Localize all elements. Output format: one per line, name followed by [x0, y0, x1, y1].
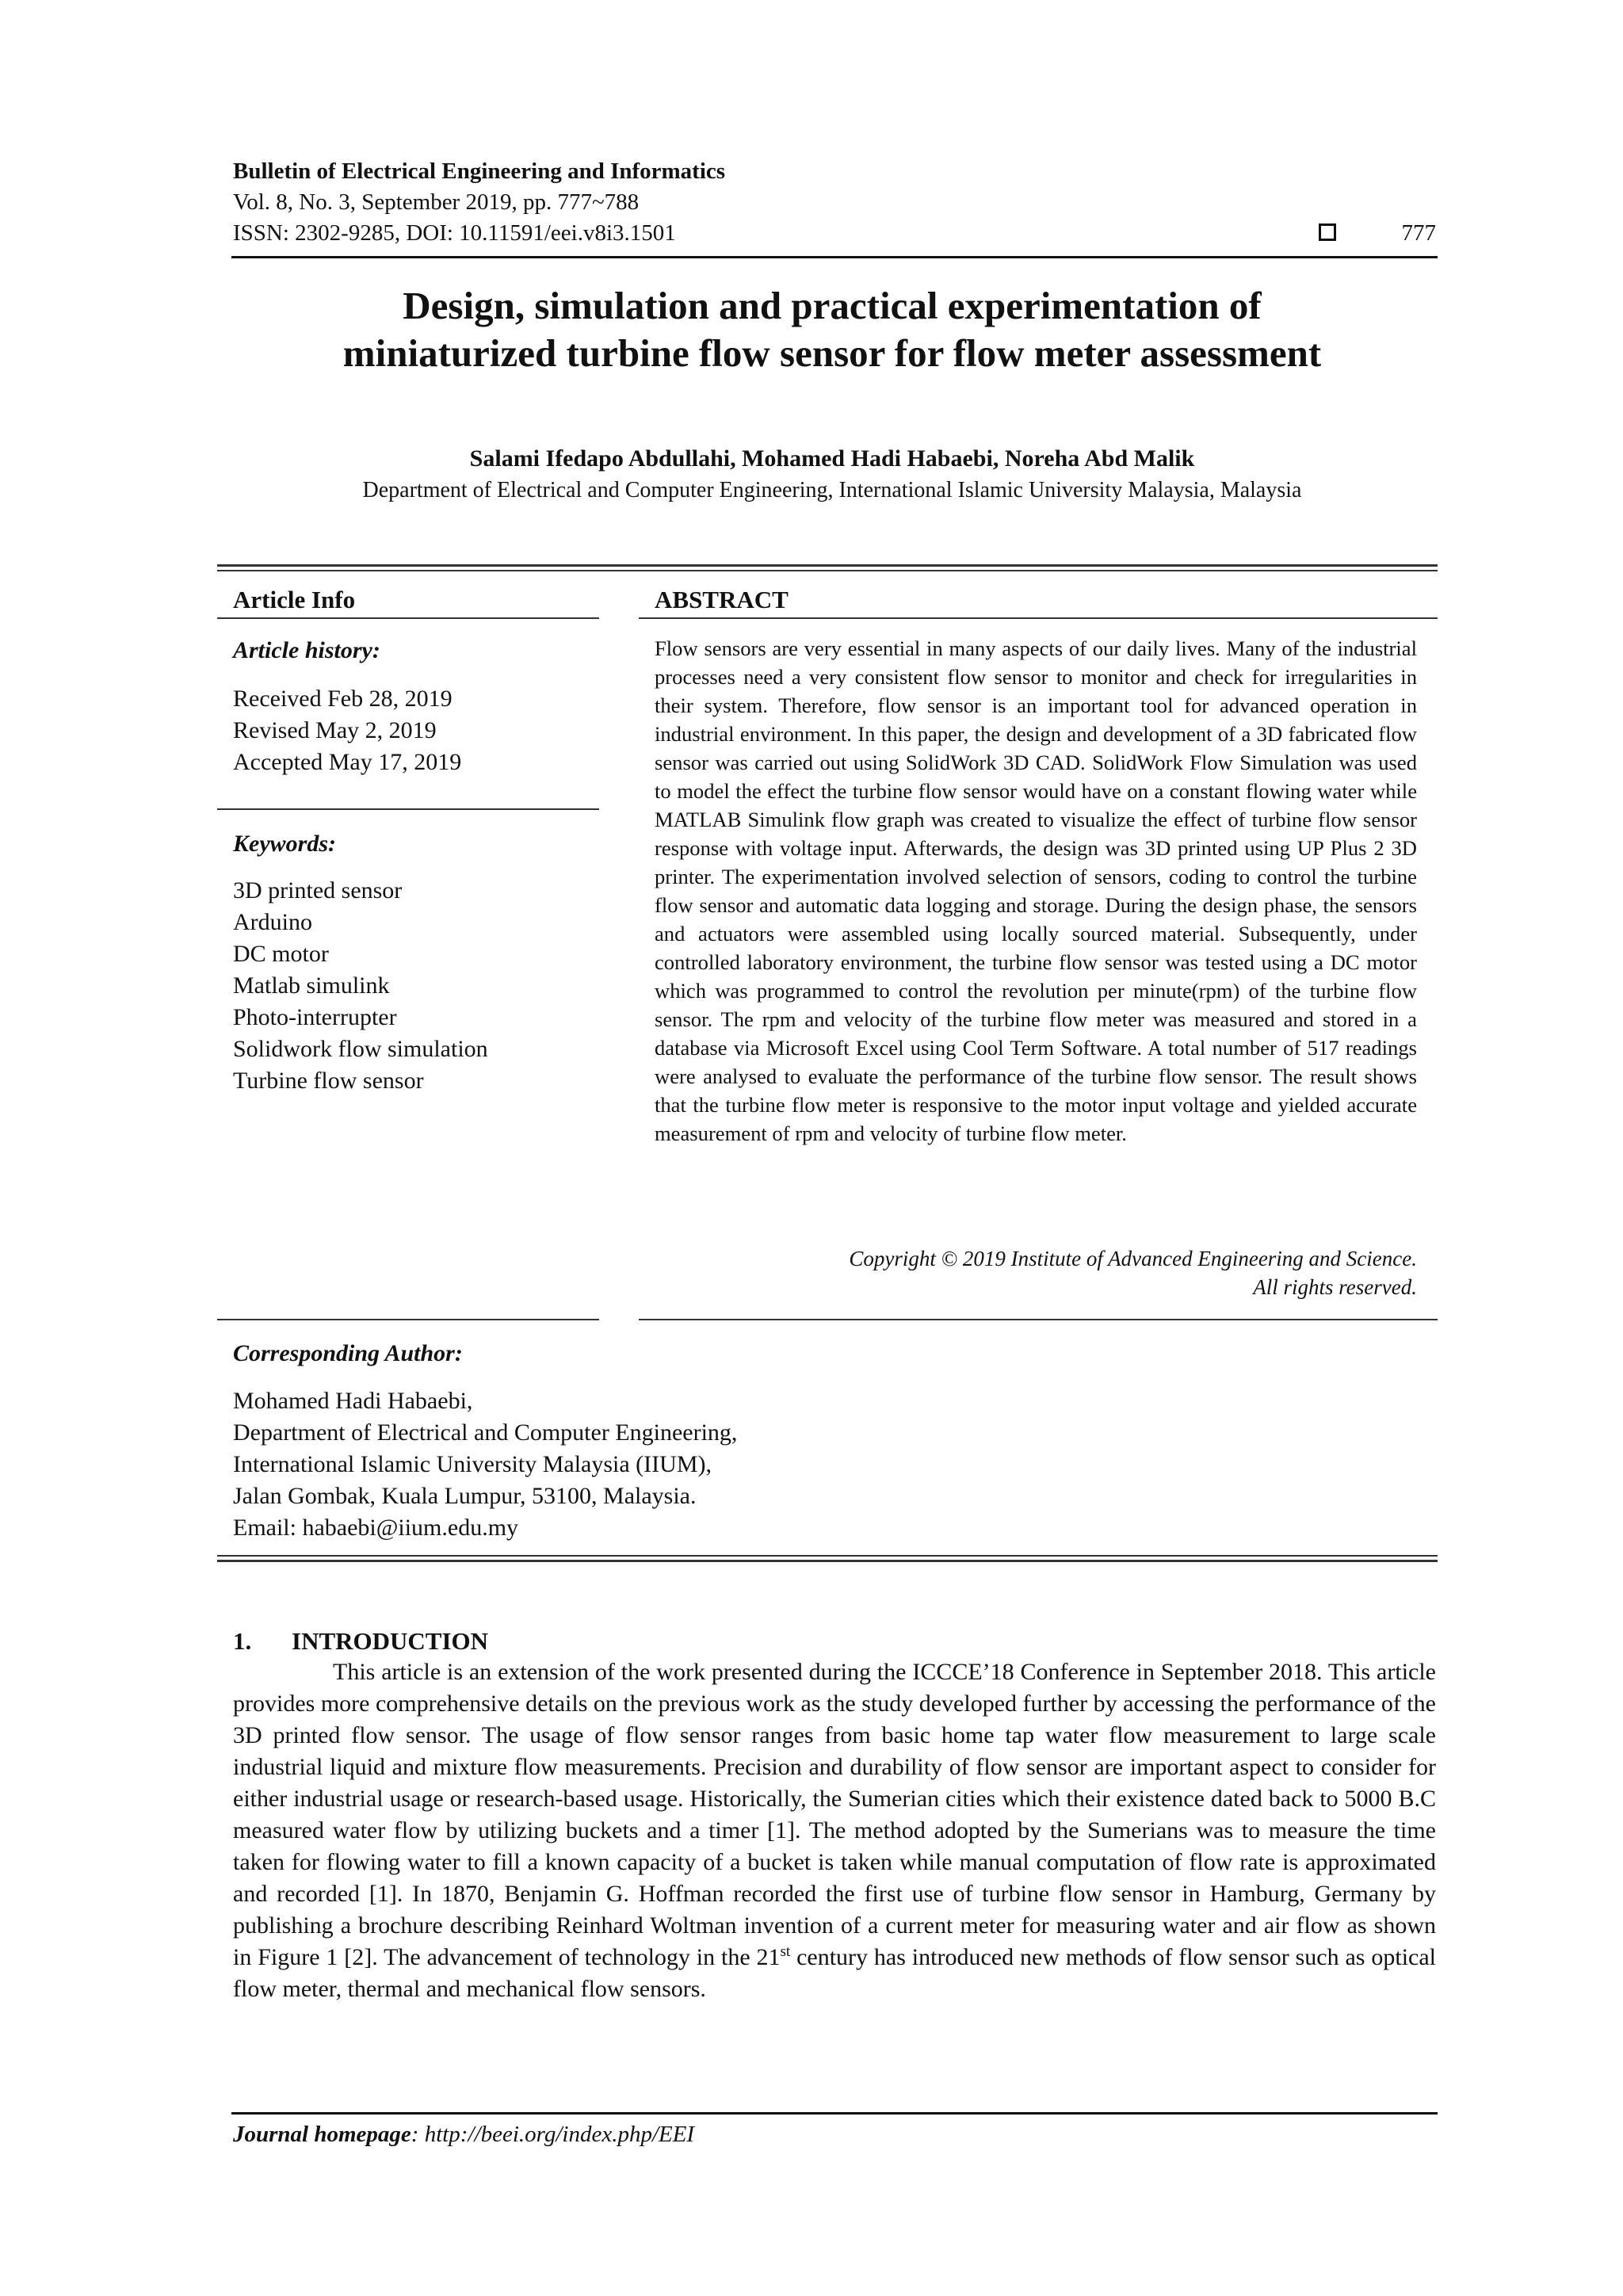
- title-line-2: miniaturized turbine flow sensor for flow meter assessment: [342, 331, 1322, 375]
- keyword-item: Turbine flow sensor: [233, 1068, 424, 1094]
- corresponding-heading: Corresponding Author:: [233, 1340, 463, 1366]
- intro-superscript: st: [780, 1943, 791, 1960]
- journal-name: Bulletin of Electrical Engineering and Informatics: [233, 159, 726, 184]
- homepage-url[interactable]: : http://beei.org/index.php/EEI: [411, 2122, 695, 2147]
- journal-homepage: [233, 2120, 694, 2149]
- header-rule: [231, 256, 1438, 258]
- abstract-bottom-rule: [639, 1319, 1438, 1320]
- corresponding-rule-thick: [217, 1560, 1438, 1562]
- abstract-heading: ABSTRACT: [655, 586, 789, 613]
- homepage-label: Journal homepage: [233, 2122, 411, 2147]
- history-heading: Article history:: [233, 637, 380, 663]
- keyword-item: Solidwork flow simulation: [233, 1036, 488, 1062]
- square-icon: [1319, 223, 1336, 241]
- article-info-rule: [217, 617, 599, 619]
- section-title: INTRODUCTION: [292, 1627, 489, 1655]
- paper-title: [158, 282, 1506, 377]
- corresponding-rule: [217, 1555, 1438, 1557]
- keyword-item: 3D printed sensor: [233, 877, 403, 904]
- history-accepted: Accepted May 17, 2019: [233, 749, 462, 775]
- keyword-item: Arduino: [233, 909, 312, 935]
- history-rule: [217, 808, 599, 810]
- page-number: 777: [1401, 220, 1436, 246]
- info-top-rule: [217, 564, 1438, 567]
- history-revised: Revised May 2, 2019: [233, 717, 437, 743]
- info-bottom-rule: [217, 1319, 599, 1320]
- affiliation: Department of Electrical and Computer Engineering, International Islamic University Malaysia, Malaysia: [362, 478, 1302, 502]
- copyright: [655, 1244, 1417, 1301]
- abstract-rule: [639, 617, 1438, 619]
- copyright-line-1: Copyright © 2019 Institute of Advanced Engineering and Science.: [849, 1247, 1417, 1270]
- keyword-item: Matlab simulink: [233, 972, 390, 999]
- footer-rule: [231, 2112, 1438, 2115]
- intro-text-end: century has introduced new methods of flow sensor such as optical flow meter, thermal and mechanical flow sensors.: [233, 1944, 1436, 2002]
- corresponding-name: Mohamed Hadi Habaebi,: [233, 1388, 473, 1414]
- authors: Salami Ifedapo Abdullahi, Mohamed Hadi Habaebi, Noreha Abd Malik: [469, 445, 1195, 472]
- article-info-heading: Article Info: [233, 586, 356, 613]
- keywords-heading: Keywords:: [233, 831, 336, 857]
- corresponding-email: Email: habaebi@iium.edu.my: [233, 1515, 519, 1541]
- intro-text: This article is an extension of the work presented during the ICCCE’18 Conference in September 2018. This article provides more comprehensive details on the previous work as the study developed further by accessing the performance of the 3D printed flow sensor. The usage of flow sensor ranges from basic home tap water flow measurement to large scale industrial liquid and mixture flow measurements. Precision and durability of flow sensor are important aspect to consider for either industrial usage or research-based usage. Historically, the Sumerian cities which their existence dated back to 5000 B.C measured water flow by utilizing buckets and a timer [1]. The method adopted by the Sumerians was to measure the time taken for flowing water to fill a known capacity of a bucket is taken while manual computation of flow rate is approximated and recorded [1]. In 1870, Benjamin G. Hoffman recorded the first use of turbine flow sensor in Hamburg, Germany by publishing a brochure describing Reinhard Woltman invention of a current meter for measuring water and air flow as shown in Figure 1 [2]. The advancement of technology in the 21: [233, 1659, 1436, 1970]
- introduction-paragraph: [233, 1656, 1436, 2005]
- section-heading: [233, 1626, 488, 1656]
- journal-issn: ISSN: 2302-9285, DOI: 10.11591/eei.v8i3.1501: [233, 220, 676, 246]
- corresponding-department: Department of Electrical and Computer Engineering,: [233, 1419, 738, 1446]
- corresponding-university: International Islamic University Malaysia (IIUM),: [233, 1451, 712, 1477]
- journal-volume: Vol. 8, No. 3, September 2019, pp. 777~788: [233, 189, 640, 215]
- copyright-line-2: All rights reserved.: [1253, 1275, 1417, 1299]
- keyword-item: DC motor: [233, 941, 329, 967]
- keyword-item: Photo-interrupter: [233, 1004, 397, 1030]
- section-number: 1.: [233, 1627, 252, 1655]
- corresponding-address: Jalan Gombak, Kuala Lumpur, 53100, Malaysia.: [233, 1483, 697, 1509]
- title-line-1: Design, simulation and practical experimentation of: [403, 284, 1262, 327]
- abstract-text: Flow sensors are very essential in many aspects of our daily lives. Many of the industrial processes need a very consistent flow sensor to monitor and check for irregularities in their system. Therefore, flow sensor is an important tool for advanced operation in industrial environment. In this paper, the design and development of a 3D fabricated flow sensor was carried out using SolidWork 3D CAD. SolidWork Flow Simulation was used to model the effect the turbine flow sensor would have on a constant flowing water while MATLAB Simulink flow graph was created to visualize the effect of turbine flow sensor response with voltage input. Afterwards, the design was 3D printed using UP Plus 2 3D printer. The experimentation involved selection of sensors, coding to control the turbine flow sensor and automatic data logging and storage. During the design phase, the sensors and actuators were assembled using locally sourced material. Subsequently, under controlled laboratory environment, the turbine flow sensor was tested using a DC motor which was programmed to control the revolution per minute(rpm) of the turbine flow sensor. The rpm and velocity of the turbine flow meter was measured and stored in a database via Microsoft Excel using Cool Term Software. A total number of 517 readings were analysed to evaluate the performance of the turbine flow sensor. The result shows that the turbine flow meter is responsive to the motor input voltage and yielded accurate measurement of rpm and velocity of turbine flow meter.: [655, 636, 1417, 1145]
- info-top-rule-thin: [217, 570, 1438, 571]
- history-received: Received Feb 28, 2019: [233, 686, 453, 712]
